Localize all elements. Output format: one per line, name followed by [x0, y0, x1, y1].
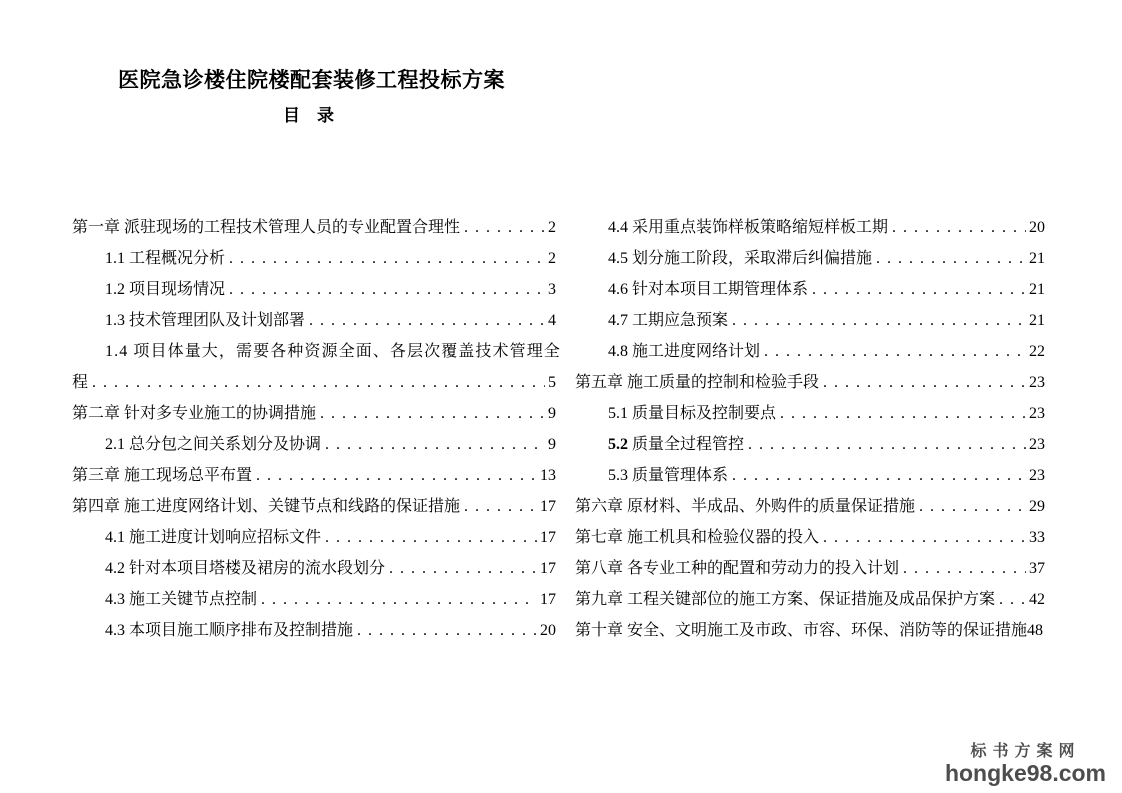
- toc-entry[interactable]: [72, 460, 556, 491]
- toc-entry-text: 第四章 施工进度网络计划、关键节点和线路的保证措施: [72, 498, 461, 515]
- dot-leader: [320, 398, 545, 429]
- dot-leader: [919, 491, 1026, 522]
- dot-leader: [464, 491, 537, 522]
- toc-entry-text: 4.5 划分施工阶段，采取滞后纠偏措施: [608, 250, 873, 267]
- toc-entry-text: 第九章 工程关键部位的施工方案、保证措施及成品保护方案: [575, 591, 996, 608]
- toc-entry[interactable]: [72, 615, 556, 646]
- dot-leader: [780, 398, 1026, 429]
- toc-page-number: 23: [1029, 405, 1045, 422]
- dot-leader: [999, 584, 1026, 615]
- toc-entry-number-bold: 5.2: [608, 436, 628, 453]
- toc-page-number: 37: [1029, 560, 1045, 577]
- toc-column-right: [575, 212, 1045, 646]
- toc-entry[interactable]: [575, 367, 1045, 398]
- toc-page-number: 23: [1029, 436, 1045, 453]
- watermark-logo: [945, 743, 1106, 785]
- toc-entry-text: 2.1 总分包之间关系划分及协调: [105, 436, 322, 453]
- toc-entry-text: 第十章 安全、文明施工及市政、市容、环保、消防等的保证措施: [575, 622, 1028, 639]
- dot-leader: [823, 367, 1026, 398]
- toc-entry-text: 4.2 针对本项目塔楼及裙房的流水段划分: [105, 560, 386, 577]
- dot-leader: [823, 522, 1026, 553]
- toc-page-number: 17: [540, 560, 556, 577]
- toc-entry[interactable]: [72, 398, 556, 429]
- toc-entry[interactable]: [72, 491, 556, 522]
- toc-entry-text: 第五章 施工质量的控制和检验手段: [575, 374, 820, 391]
- toc-page-number: 5: [548, 374, 556, 391]
- toc-page-number: 29: [1029, 498, 1045, 515]
- toc-page-number: 23: [1029, 467, 1045, 484]
- dot-leader: [325, 522, 537, 553]
- toc-page-number: 17: [540, 529, 556, 546]
- toc-entry[interactable]: [575, 429, 1045, 460]
- toc-entry-text: 4.3 本项目施工顺序排布及控制措施: [105, 622, 354, 639]
- toc-entry[interactable]: [72, 243, 556, 274]
- document-title: 医院急诊楼住院楼配套装修工程投标方案: [118, 68, 505, 92]
- toc-entry-text: 第七章 施工机具和检验仪器的投入: [575, 529, 820, 546]
- dot-leader: [748, 429, 1026, 460]
- toc-entry[interactable]: [575, 491, 1045, 522]
- toc-page-number: 20: [540, 622, 556, 639]
- dot-leader: [732, 460, 1026, 491]
- toc-entry-text: 1.4 项目体量大，需要各种资源全面、各层次覆盖技术管理全: [105, 343, 561, 360]
- toc-entry[interactable]: [575, 243, 1045, 274]
- toc-entry-text: 第一章 派驻现场的工程技术管理人员的专业配置合理性: [72, 219, 461, 236]
- toc-page-number: 9: [548, 436, 556, 453]
- dot-leader: [92, 367, 545, 398]
- toc-page-number: 2: [548, 250, 556, 267]
- toc-entry[interactable]: [72, 553, 556, 584]
- toc-page-number: 42: [1029, 591, 1045, 608]
- toc-entry[interactable]: [72, 584, 556, 615]
- toc-entry-text: 5.1 质量目标及控制要点: [608, 405, 777, 422]
- toc-heading: 目 录: [283, 106, 334, 125]
- toc-entry[interactable]: [72, 305, 556, 336]
- toc-entry-text: 4.8 施工进度网络计划: [608, 343, 761, 360]
- toc-page-number: 9: [548, 405, 556, 422]
- toc-page-number: 21: [1029, 281, 1045, 298]
- toc-page-number: 20: [1029, 219, 1045, 236]
- dot-leader: [876, 243, 1026, 274]
- toc-page-number: 17: [540, 591, 556, 608]
- dot-leader: [256, 460, 537, 491]
- toc-page-number: 21: [1029, 250, 1045, 267]
- dot-leader: [464, 212, 545, 243]
- toc-page-number: 23: [1029, 374, 1045, 391]
- toc-entry-text: 第八章 各专业工种的配置和劳动力的投入计划: [575, 560, 900, 577]
- toc-entry[interactable]: [72, 367, 556, 398]
- watermark-site-name: 标书方案网: [970, 743, 1081, 760]
- toc-entry[interactable]: [72, 336, 561, 367]
- toc-page-number: 4: [548, 312, 556, 329]
- toc-entry-text: 5.3 质量管理体系: [608, 467, 729, 484]
- toc-entry-text: 第二章 针对多专业施工的协调措施: [72, 405, 317, 422]
- toc-page-number: 21: [1029, 312, 1045, 329]
- toc-entry[interactable]: [575, 522, 1045, 553]
- toc-entry-text: 1.2 项目现场情况: [105, 281, 226, 298]
- dot-leader: [229, 243, 545, 274]
- toc-page-number: 17: [540, 498, 556, 515]
- toc-entry-title: 质量全过程管控: [628, 436, 745, 453]
- dot-leader: [903, 553, 1026, 584]
- toc-entry-text: [608, 429, 744, 460]
- watermark-domain: hongke98.com: [944, 760, 1106, 786]
- toc-entry[interactable]: [72, 429, 556, 460]
- toc-page-number: 48: [1027, 622, 1044, 639]
- toc-page-number: 22: [1029, 343, 1045, 360]
- toc-entry[interactable]: [575, 305, 1045, 336]
- toc-entry-text: 4.1 施工进度计划响应招标文件: [105, 529, 322, 546]
- toc-entry[interactable]: [575, 553, 1045, 584]
- toc-page-number: 33: [1029, 529, 1045, 546]
- toc-entry[interactable]: [72, 522, 556, 553]
- toc-entry-text: 4.3 施工关键节点控制: [105, 591, 258, 608]
- toc-entry-text: 1.1 工程概况分析: [105, 250, 226, 267]
- toc-entry-text: 第三章 施工现场总平布置: [72, 467, 253, 484]
- toc-entry[interactable]: [575, 398, 1045, 429]
- dot-leader: [389, 553, 537, 584]
- toc-entry[interactable]: [575, 212, 1045, 243]
- toc-entry[interactable]: [575, 274, 1045, 305]
- toc-entry[interactable]: [575, 336, 1045, 367]
- toc-page-number: 2: [548, 219, 556, 236]
- toc-entry[interactable]: [575, 615, 1045, 646]
- dot-leader: [764, 336, 1026, 367]
- toc-entry[interactable]: [575, 460, 1045, 491]
- toc-column-left: [72, 212, 561, 646]
- toc-entry-text: 程: [72, 374, 89, 391]
- toc-entry[interactable]: [575, 584, 1045, 615]
- toc-page-number: 13: [540, 467, 556, 484]
- toc-entry-text: 第六章 原材料、半成品、外购件的质量保证措施: [575, 498, 916, 515]
- toc-entry[interactable]: [72, 212, 556, 243]
- dot-leader: [261, 584, 537, 615]
- dot-leader: [812, 274, 1026, 305]
- dot-leader: [892, 212, 1026, 243]
- dot-leader: [229, 274, 545, 305]
- dot-leader: [357, 615, 537, 646]
- dot-leader: [732, 305, 1026, 336]
- dot-leader: [309, 305, 545, 336]
- dot-leader: [325, 429, 545, 460]
- toc-page-number: 3: [548, 281, 556, 298]
- toc-entry[interactable]: [72, 274, 556, 305]
- toc-entry-text: 4.7 工期应急预案: [608, 312, 729, 329]
- toc-entry-text: 1.3 技术管理团队及计划部署: [105, 312, 306, 329]
- toc-entry-text: 4.4 采用重点装饰样板策略缩短样板工期: [608, 219, 889, 236]
- toc-entry-text: 4.6 针对本项目工期管理体系: [608, 281, 809, 298]
